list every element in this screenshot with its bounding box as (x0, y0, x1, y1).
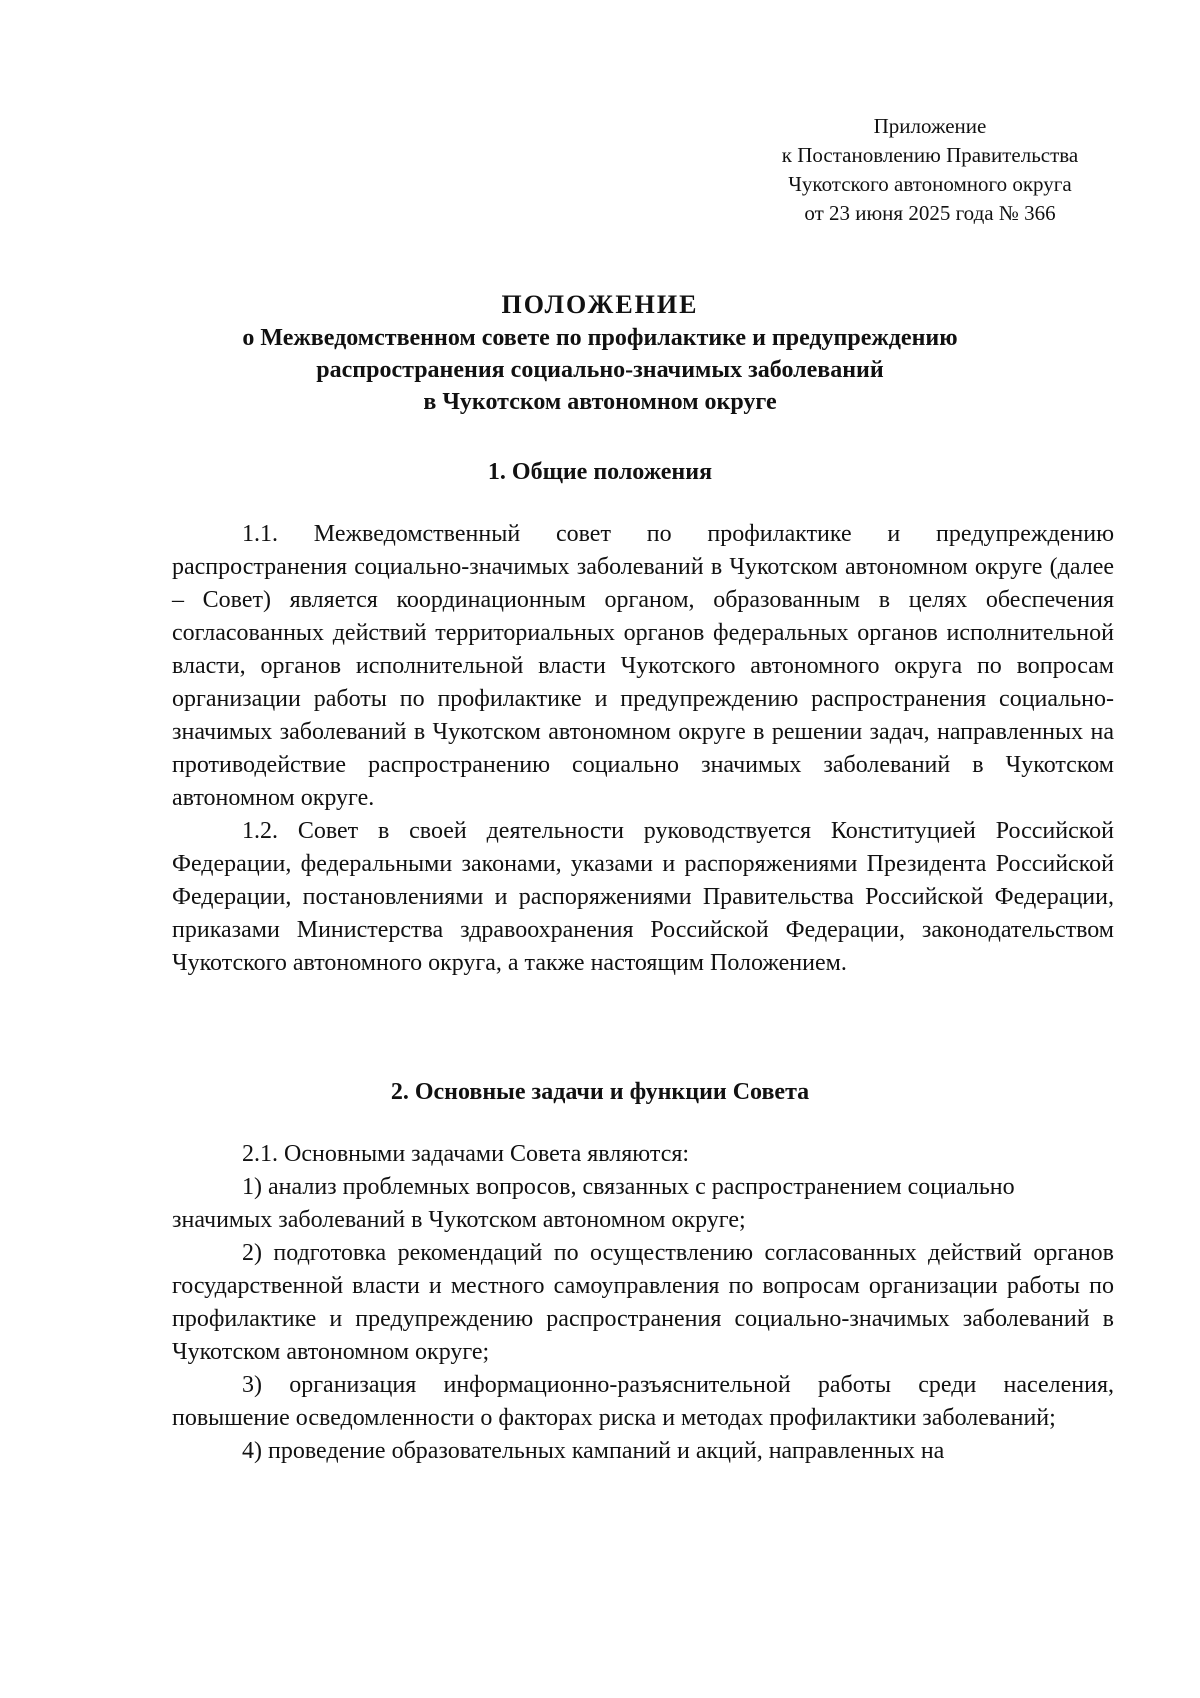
document-subtitle-line-3: в Чукотском автономном округе (423, 389, 777, 415)
paragraph-1-1: 1.1. Межведомственный совет по профилактике и предупреждению распространения социально-значимых заболеваний в Чукотском автономном округе (далее – Совет) является координационным органом, образованным в целях обеспечения согласованных действий территориальных органов федеральных органов исполнительной власти, органов исполнительной власти Чукотского автономного округа по вопросам организации работы по профилактике и предупреждению распространения социально-значимых заболеваний в Чукотском автономном округе в решении задач, направленных на противодействие распространению социально значимых заболеваний в Чукотском автономном округе. (172, 521, 1114, 811)
list-item-1-part-a: 1) анализ проблемных вопросов, связанных с распространением социально (242, 1174, 1015, 1200)
list-item-1-part-b: значимых заболеваний в Чукотском автономном округе; (172, 1207, 746, 1233)
section-1-heading: 1. Общие положения (487, 459, 713, 485)
list-item-3: 3) организация информационно-разъяснительной работы среди населения, повышение осведомленности о факторах риска и методах профилактики заболеваний; (172, 1372, 1114, 1431)
document-subtitle-line-1: о Межведомственном совете по профилактике и предупреждению (242, 325, 958, 351)
paragraph-2-1: 2.1. Основными задачами Совета являются: (242, 1141, 690, 1167)
list-item-4: 4) проведение образовательных кампаний и акций, направленных на (242, 1438, 945, 1464)
document-subtitle-line-2: распространения социально-значимых заболеваний (316, 357, 884, 383)
section-2-body (172, 1138, 1114, 1468)
document-title-block (0, 288, 1200, 418)
list-item-2: 2) подготовка рекомендаций по осуществлению согласованных действий органов государственной власти и местного самоуправления по вопросам организации работы по профилактике и предупреждению распространения социально-значимых заболеваний в Чукотском автономном округе; (172, 1240, 1114, 1365)
appendix-line-3: Чукотского автономного округа (788, 172, 1072, 196)
document-title: ПОЛОЖЕНИЕ (501, 290, 699, 319)
appendix-line-2: к Постановлению Правительства (781, 143, 1079, 167)
appendix-line-1: Приложение (873, 114, 987, 138)
appendix-note (740, 112, 1120, 228)
appendix-line-4: от 23 июня 2025 года № 366 (804, 201, 1056, 225)
paragraph-1-2: 1.2. Совет в своей деятельности руководствуется Конституцией Российской Федерации, федеральными законами, указами и распоряжениями Президента Российской Федерации, постановлениями и распоряжениями Правительства Российской Федерации, приказами Министерства здравоохранения Российской Федерации, законодательством Чукотского автономного округа, а также настоящим Положением. (172, 818, 1114, 976)
section-1-body (172, 518, 1114, 980)
section-2-heading: 2. Основные задачи и функции Совета (390, 1079, 810, 1105)
